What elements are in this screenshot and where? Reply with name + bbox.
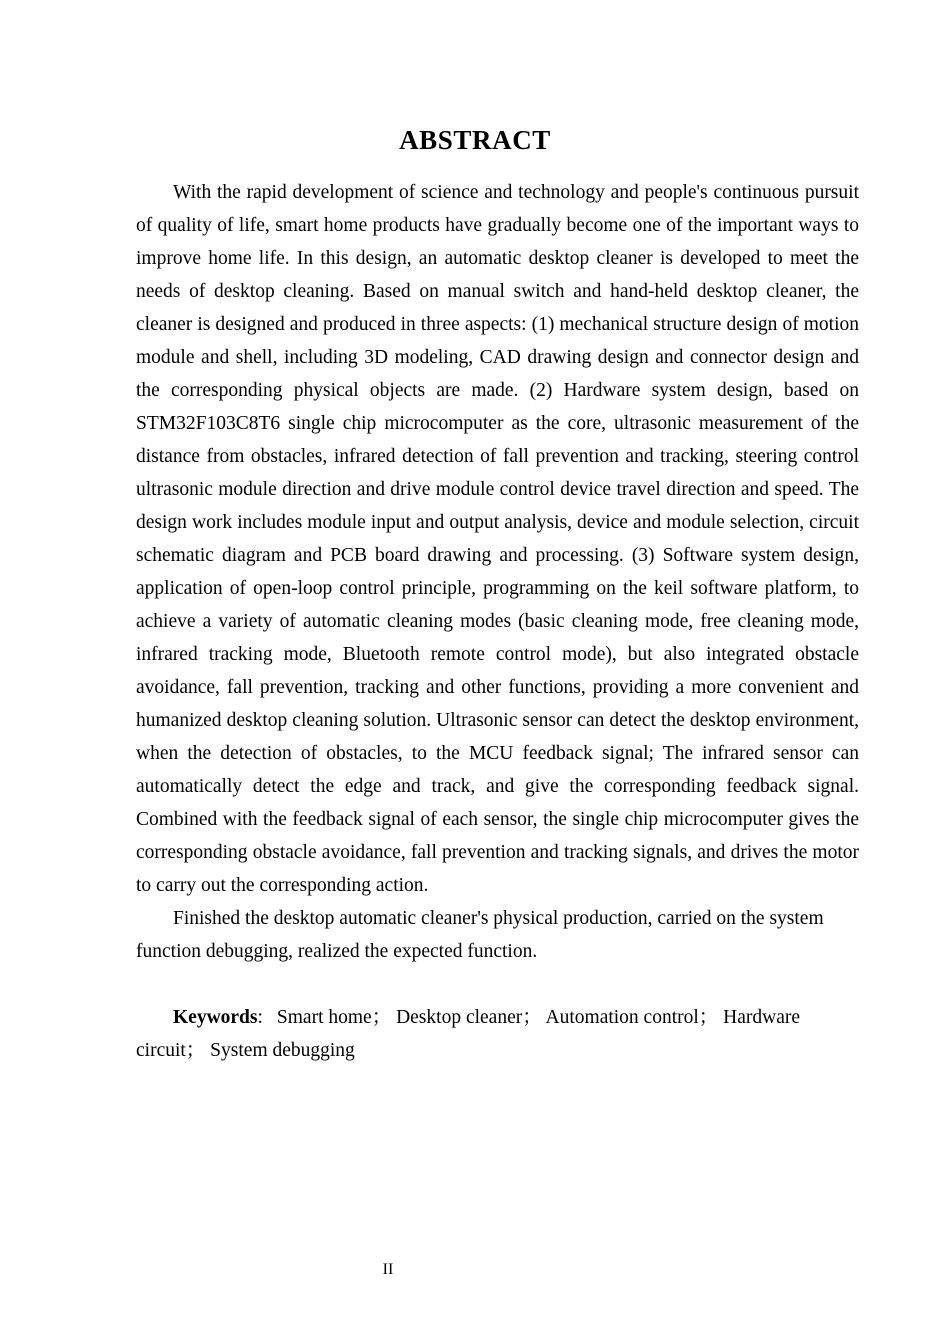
page-title: ABSTRACT — [399, 125, 551, 156]
keywords-values: Smart home； Desktop cleaner； Automation control； Hardware circuit； System debugging — [136, 1007, 801, 1061]
keywords-line — [136, 1001, 859, 1067]
abstract-body — [136, 176, 859, 1067]
abstract-paragraph-1: With the rapid development of science and technology and people's continuous pursuit of quality of life, smart home products have gradually become one of the important ways to improve home life. In this design, an automatic desktop cleaner is developed to meet the needs of desktop cleaning. Based on manual switch and hand-held desktop cleaner, the cleaner is designed and produced in three aspects: (1) mechanical structure design of motion module and shell, including 3D modeling, CAD drawing design and connector design and the corresponding physical objects are made. (2) Hardware system design, based on STM32F103C8T6 single chip microcomputer as the core, ultrasonic measurement of the distance from obstacles, infrared detection of fall prevention and tracking, steering control ultrasonic module direction and drive module control device travel direction and speed. The design work includes module input and output analysis, device and module selection, circuit schematic diagram and PCB board drawing and processing. (3) Software system design, application of open-loop control principle, programming on the keil software platform, to achieve a variety of automatic cleaning modes (basic cleaning mode, free cleaning mode, infrared tracking mode, Bluetooth remote control mode), but also integrated obstacle avoidance, fall prevention, tracking and other functions, providing a more convenient and humanized desktop cleaning solution. Ultrasonic sensor can detect the desktop environment, when the detection of obstacles, to the MCU feedback signal; The infrared sensor can automatically detect the edge and track, and give the corresponding feedback signal. Combined with the feedback signal of each sensor, the single chip microcomputer gives the corresponding obstacle avoidance, fall prevention and tracking signals, and drives the motor to carry out the corresponding action. — [136, 182, 859, 896]
abstract-paragraph-2: Finished the desktop automatic cleaner's physical production, carried on the system function debugging, realized the expected function. — [136, 908, 824, 962]
page-number: II — [382, 1261, 394, 1278]
keywords-label: Keywords — [173, 1007, 258, 1028]
keywords-colon: : — [257, 1007, 263, 1028]
